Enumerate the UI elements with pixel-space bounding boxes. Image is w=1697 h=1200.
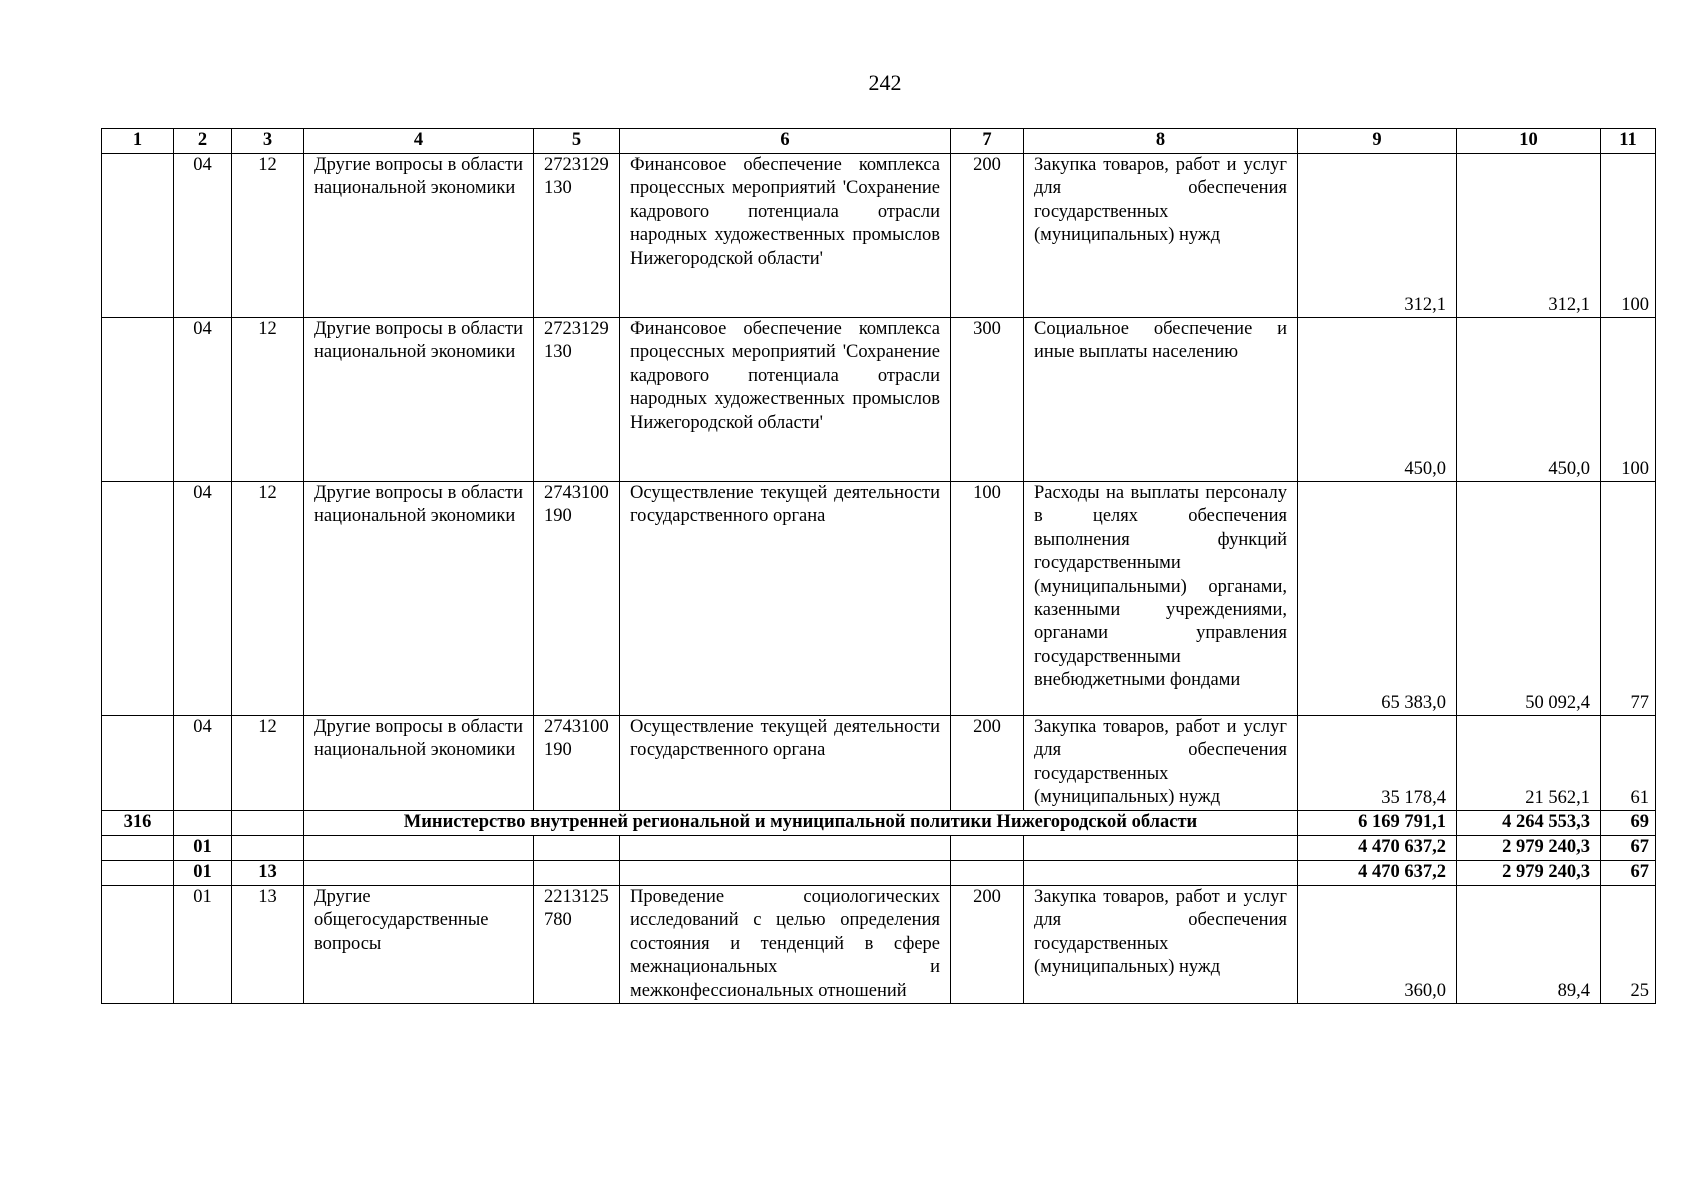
cell-subsection: 13	[232, 861, 304, 886]
cell-planned: 4 470 637,2	[1298, 861, 1457, 886]
cell-executed: 50 092,4	[1457, 482, 1601, 716]
cell-expense-name: Расходы на выплаты персоналу в целях обеспечения выполнения функций государственными (муниципальными) органами, казенными учреждениями, органами управления государственными внебюджетными фондами	[1024, 482, 1298, 716]
table-row	[102, 154, 1656, 318]
table-row	[102, 886, 1656, 1004]
column-header: 6	[620, 129, 951, 154]
cell-ministry-code	[102, 861, 174, 886]
cell-planned: 35 178,4	[1298, 716, 1457, 811]
cell-ministry-name	[304, 811, 1298, 836]
section-total-row	[102, 836, 1656, 861]
cell-expense-type: 300	[951, 318, 1024, 482]
cell-expense-type	[951, 836, 1024, 861]
cell-expense-type: 200	[951, 716, 1024, 811]
cell-expense-name	[1024, 836, 1298, 861]
cell-target-name	[620, 836, 951, 861]
cell-subsection: 12	[232, 318, 304, 482]
cell-expense-name: Закупка товаров, работ и услуг для обеспечения государственных (муниципальных) нужд	[1024, 154, 1298, 318]
cell-expense-type	[951, 861, 1024, 886]
cell-planned: 360,0	[1298, 886, 1457, 1004]
cell-percent: 100	[1601, 154, 1656, 318]
cell-section: 01	[174, 886, 232, 1004]
cell-target-name: Финансовое обеспечение комплекса процессных мероприятий 'Сохранение кадрового потенциала отрасли народных художественных промыслов Нижегородской области'	[620, 318, 951, 482]
cell-planned: 450,0	[1298, 318, 1457, 482]
ministry-total-row	[102, 811, 1656, 836]
cell-expense-name: Закупка товаров, работ и услуг для обеспечения государственных (муниципальных) нужд	[1024, 886, 1298, 1004]
cell-subsection	[232, 811, 304, 836]
column-header: 4	[304, 129, 534, 154]
cell-planned: 312,1	[1298, 154, 1457, 318]
cell-executed: 2 979 240,3	[1457, 836, 1601, 861]
cell-percent: 61	[1601, 716, 1656, 811]
cell-subsection-name: Другие вопросы в области национальной экономики	[304, 154, 534, 318]
column-header: 7	[951, 129, 1024, 154]
cell-subsection-name: Другие общегосударственные вопросы	[304, 886, 534, 1004]
cell-executed: 4 264 553,3	[1457, 811, 1601, 836]
cell-executed: 450,0	[1457, 318, 1601, 482]
cell-expense-name: Социальное обеспечение и иные выплаты населению	[1024, 318, 1298, 482]
cell-planned: 6 169 791,1	[1298, 811, 1457, 836]
cell-ministry-code: 316	[102, 811, 174, 836]
cell-expense-type: 200	[951, 886, 1024, 1004]
cell-ministry-code	[102, 482, 174, 716]
cell-subsection-name	[304, 861, 534, 886]
column-header: 8	[1024, 129, 1298, 154]
cell-executed: 2 979 240,3	[1457, 861, 1601, 886]
cell-subsection: 12	[232, 482, 304, 716]
cell-percent: 67	[1601, 836, 1656, 861]
cell-section	[174, 811, 232, 836]
ministry-name: Министерство внутренней региональной и муниципальной политики Нижегородской области	[403, 812, 1198, 833]
cell-subsection-name	[304, 836, 534, 861]
cell-section: 04	[174, 482, 232, 716]
cell-percent: 25	[1601, 886, 1656, 1004]
table-row	[102, 318, 1656, 482]
table-row	[102, 482, 1656, 716]
page-number: 242	[868, 70, 902, 95]
cell-ministry-code	[102, 716, 174, 811]
cell-target-code	[534, 861, 620, 886]
cell-target-code: 2743100190	[534, 716, 620, 811]
table-header-row	[102, 129, 1656, 154]
cell-subsection	[232, 836, 304, 861]
cell-subsection: 12	[232, 716, 304, 811]
cell-section: 04	[174, 154, 232, 318]
cell-percent: 100	[1601, 318, 1656, 482]
cell-target-code: 2213125780	[534, 886, 620, 1004]
column-header: 9	[1298, 129, 1457, 154]
cell-target-code: 2743100190	[534, 482, 620, 716]
cell-target-code	[534, 836, 620, 861]
cell-ministry-code	[102, 154, 174, 318]
column-header: 5	[534, 129, 620, 154]
column-header: 1	[102, 129, 174, 154]
cell-target-name: Финансовое обеспечение комплекса процессных мероприятий 'Сохранение кадрового потенциала отрасли народных художественных промыслов Нижегородской области'	[620, 154, 951, 318]
table-row	[102, 716, 1656, 811]
cell-ministry-code	[102, 318, 174, 482]
cell-ministry-code	[102, 836, 174, 861]
cell-subsection: 12	[232, 154, 304, 318]
column-header: 3	[232, 129, 304, 154]
cell-subsection-name: Другие вопросы в области национальной экономики	[304, 318, 534, 482]
cell-subsection-name: Другие вопросы в области национальной экономики	[304, 482, 534, 716]
cell-section: 01	[174, 861, 232, 886]
cell-planned: 4 470 637,2	[1298, 836, 1457, 861]
cell-target-name: Проведение социологических исследований с целью определения состояния и тенденций в сфере межнациональных и межконфессиональных отношений	[620, 886, 951, 1004]
column-header: 10	[1457, 129, 1601, 154]
cell-executed: 21 562,1	[1457, 716, 1601, 811]
cell-expense-name: Закупка товаров, работ и услуг для обеспечения государственных (муниципальных) нужд	[1024, 716, 1298, 811]
cell-expense-name	[1024, 861, 1298, 886]
subsection-total-row	[102, 861, 1656, 886]
cell-target-name: Осуществление текущей деятельности государственного органа	[620, 716, 951, 811]
cell-planned: 65 383,0	[1298, 482, 1457, 716]
cell-ministry-code	[102, 886, 174, 1004]
cell-target-code: 2723129130	[534, 318, 620, 482]
cell-percent: 77	[1601, 482, 1656, 716]
budget-table	[101, 128, 1656, 1004]
cell-executed: 312,1	[1457, 154, 1601, 318]
cell-percent: 67	[1601, 861, 1656, 886]
cell-executed: 89,4	[1457, 886, 1601, 1004]
cell-section: 04	[174, 716, 232, 811]
column-header: 2	[174, 129, 232, 154]
cell-expense-type: 200	[951, 154, 1024, 318]
cell-percent: 69	[1601, 811, 1656, 836]
cell-target-code: 2723129130	[534, 154, 620, 318]
cell-subsection: 13	[232, 886, 304, 1004]
cell-section: 01	[174, 836, 232, 861]
cell-target-name	[620, 861, 951, 886]
column-header: 11	[1601, 129, 1656, 154]
cell-subsection-name: Другие вопросы в области национальной экономики	[304, 716, 534, 811]
cell-expense-type: 100	[951, 482, 1024, 716]
cell-target-name: Осуществление текущей деятельности государственного органа	[620, 482, 951, 716]
cell-section: 04	[174, 318, 232, 482]
